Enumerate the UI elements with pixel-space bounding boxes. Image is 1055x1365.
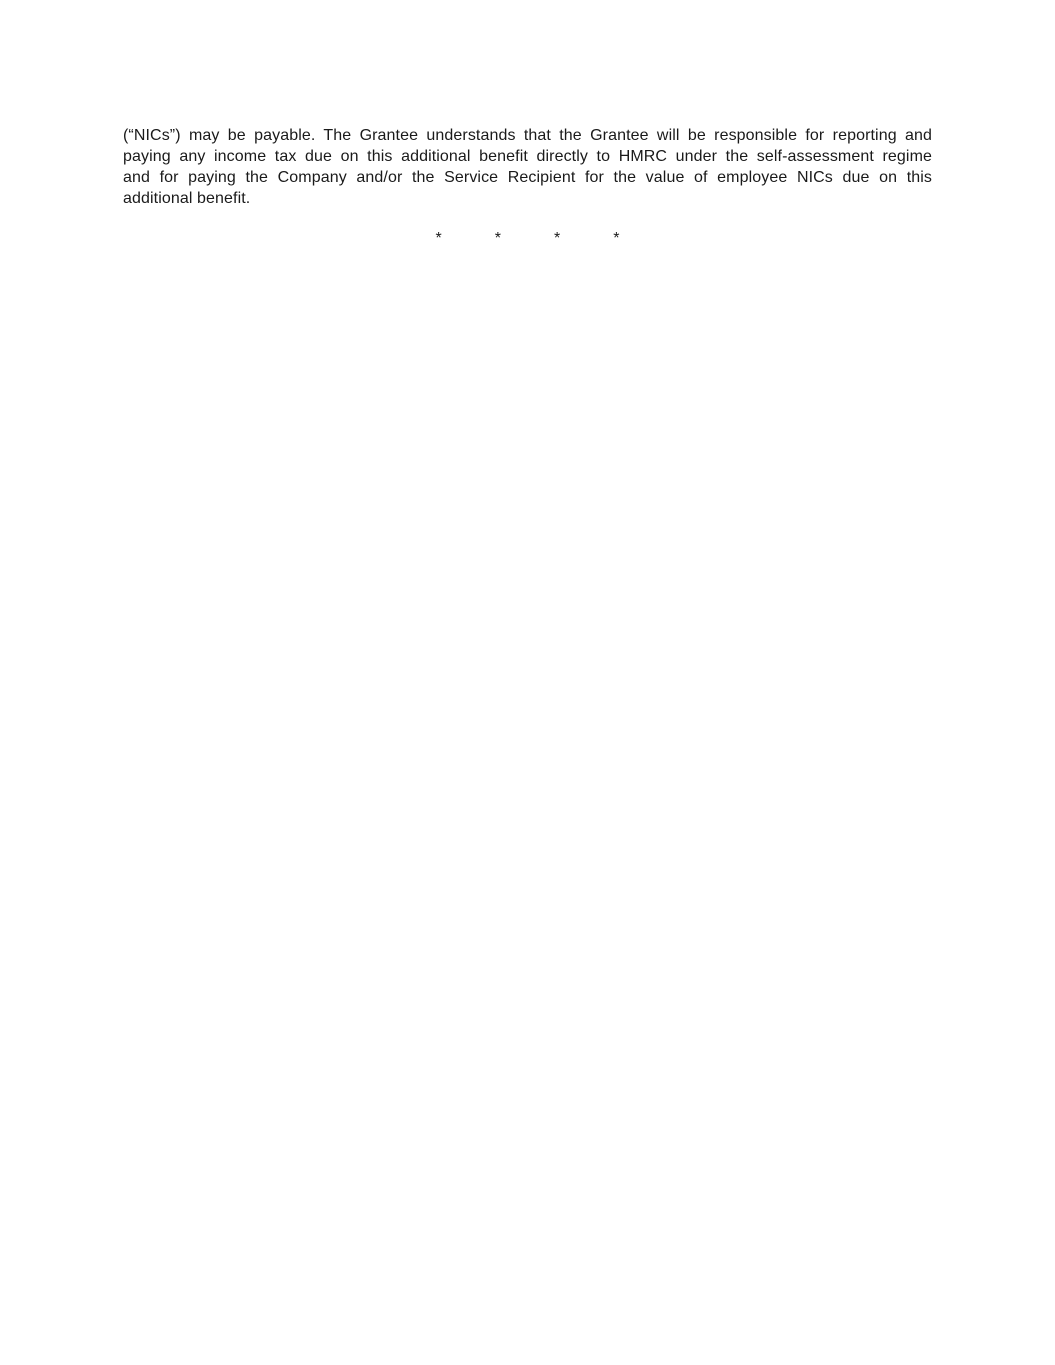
asterisk: * [554,230,561,247]
paragraph-line: and for paying the Company and/or the Service Recipient for the value of employee NICs due on this [123,169,932,186]
asterisk: * [494,230,501,247]
asterisk: * [613,230,620,247]
paragraph-line: paying any income tax due on this additional benefit directly to HMRC under the self-assessment regime [123,148,932,165]
paragraph-line: additional benefit. [123,190,251,207]
asterisk: * [435,230,442,247]
paragraph [123,125,932,209]
paragraph-line: (“NICs”) may be payable. The Grantee understands that the Grantee will be responsible for reporting and [123,127,932,144]
asterisk-separator [0,228,1055,249]
